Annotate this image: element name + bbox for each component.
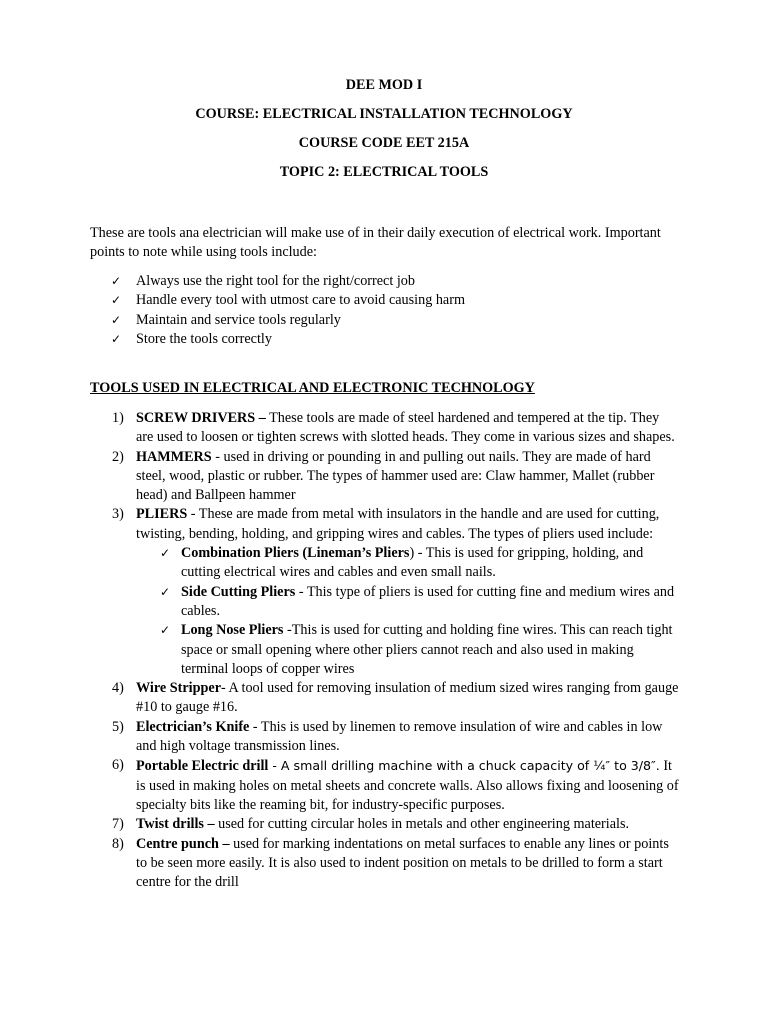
course-title: COURSE: ELECTRICAL INSTALLATION TECHNOLOGY (195, 106, 573, 122)
list-item (90, 311, 690, 330)
check-icon: ✓ (160, 584, 171, 599)
item-number: 8) (112, 835, 124, 852)
list-item (136, 544, 680, 583)
list-item (90, 291, 690, 310)
item-number: 2) (112, 448, 124, 465)
tool-description-drill-capacity: - A small drilling machine with a chuck capacity of ¼″ to 3/8″. (268, 758, 660, 774)
item-number: 5) (112, 718, 124, 735)
tool-item (90, 718, 680, 757)
tools-list (90, 409, 680, 892)
item-number: 6) (112, 757, 124, 774)
tool-description: used for cutting circular holes in metals and other engineering materials. (214, 816, 630, 833)
list-item (136, 621, 680, 679)
plier-type-name: Side Cutting Pliers (181, 583, 296, 600)
item-number: 1) (112, 410, 124, 426)
check-icon: ✓ (160, 623, 171, 638)
tool-item (90, 505, 680, 679)
tool-name: Wire Stripper (136, 680, 221, 697)
item-number: 4) (112, 680, 124, 697)
tool-name: Portable Electric drill (136, 758, 269, 775)
tool-description: These tools are made of steel hardened and tempered at the tip. They are used to loosen or tighten screws with slotted heads. They come in various sizes and shapes. (136, 410, 675, 446)
tool-name: HAMMERS (136, 448, 212, 465)
tool-name: PLIERS (136, 506, 188, 523)
plier-type-name: Long Nose Pliers (181, 622, 284, 639)
tool-description: It is used in making holes on metal sheets and concrete walls. Also allows fixing and loosening of specialty bits like the reaming bit, for industry-specific purposes. (136, 758, 679, 813)
plier-type-description: - This type of pliers is used for cutting fine and medium wires and cables. (181, 583, 675, 619)
tool-usage-points (90, 272, 690, 349)
intro-paragraph: These are tools ana electrician will make use of in their daily execution of electrical work. Important points to note while using tools include: (90, 225, 661, 261)
tool-item (90, 756, 680, 815)
pliers-types-list (136, 544, 680, 679)
module-title: DEE MOD I (345, 77, 423, 93)
item-number: 7) (112, 816, 124, 833)
tool-item (90, 815, 680, 834)
course-code: COURSE CODE EET 215A (298, 135, 470, 151)
tool-item (90, 679, 680, 718)
tool-name: Electrician’s Knife (136, 718, 250, 735)
list-item (136, 583, 680, 622)
check-icon: ✓ (111, 331, 122, 346)
check-icon: ✓ (160, 546, 171, 561)
tool-item (90, 409, 680, 448)
point-text: Maintain and service tools regularly (136, 311, 341, 328)
topic-title: TOPIC 2: ELECTRICAL TOOLS (279, 164, 489, 180)
tool-description: - A tool used for removing insulation of medium sized wires ranging from gauge #10 to gauge #16. (136, 680, 679, 716)
tool-description: - used in driving or pounding in and pulling out nails. They are made of hard steel, wood, plastic or rubber. The types of hammer used are: Claw hammer, Mallet (rubber head) and Ballpeen hammer (136, 448, 655, 504)
tool-name: Twist drills – (136, 816, 215, 833)
list-item (90, 330, 690, 349)
tool-name: SCREW DRIVERS – (136, 410, 266, 426)
section-heading: TOOLS USED IN ELECTRICAL AND ELECTRONIC TECHNOLOGY (90, 380, 535, 396)
plier-type-description: -This is used for cutting and holding fine wires. This can reach tight space or small opening where other pliers cannot reach and also used in making terminal loops of copper wires (181, 622, 673, 677)
plier-type-description: ) - This is used for gripping, holding, and cutting electrical wires and cables and even small nails. (181, 545, 644, 581)
tool-item (90, 448, 680, 506)
check-icon: ✓ (111, 274, 122, 288)
tool-description: used for marking indentations on metal surfaces to enable any lines or points to be seen more easily. It is also used to indent position on metals to be drilled to form a start centre for the drill (136, 835, 669, 891)
list-item (90, 272, 690, 291)
point-text: Handle every tool with utmost care to avoid causing harm (136, 292, 465, 309)
point-text: Store the tools correctly (136, 330, 272, 347)
tool-name: Centre punch – (136, 835, 230, 852)
tool-description: - These are made from metal with insulators in the handle and are used for cutting, twisting, bending, holding, and gripping wires and cables. The types of pliers used include: (136, 506, 660, 542)
check-icon: ✓ (111, 312, 122, 327)
tool-description: - This is used by linemen to remove insulation of wire and cables in low and high voltage transmission lines. (136, 718, 663, 755)
point-text: Always use the right tool for the right/correct job (136, 273, 415, 289)
tool-item (90, 835, 680, 893)
item-number: 3) (112, 506, 124, 523)
plier-type-name: Combination Pliers (Lineman’s Pliers (181, 545, 410, 562)
check-icon: ✓ (111, 293, 122, 308)
